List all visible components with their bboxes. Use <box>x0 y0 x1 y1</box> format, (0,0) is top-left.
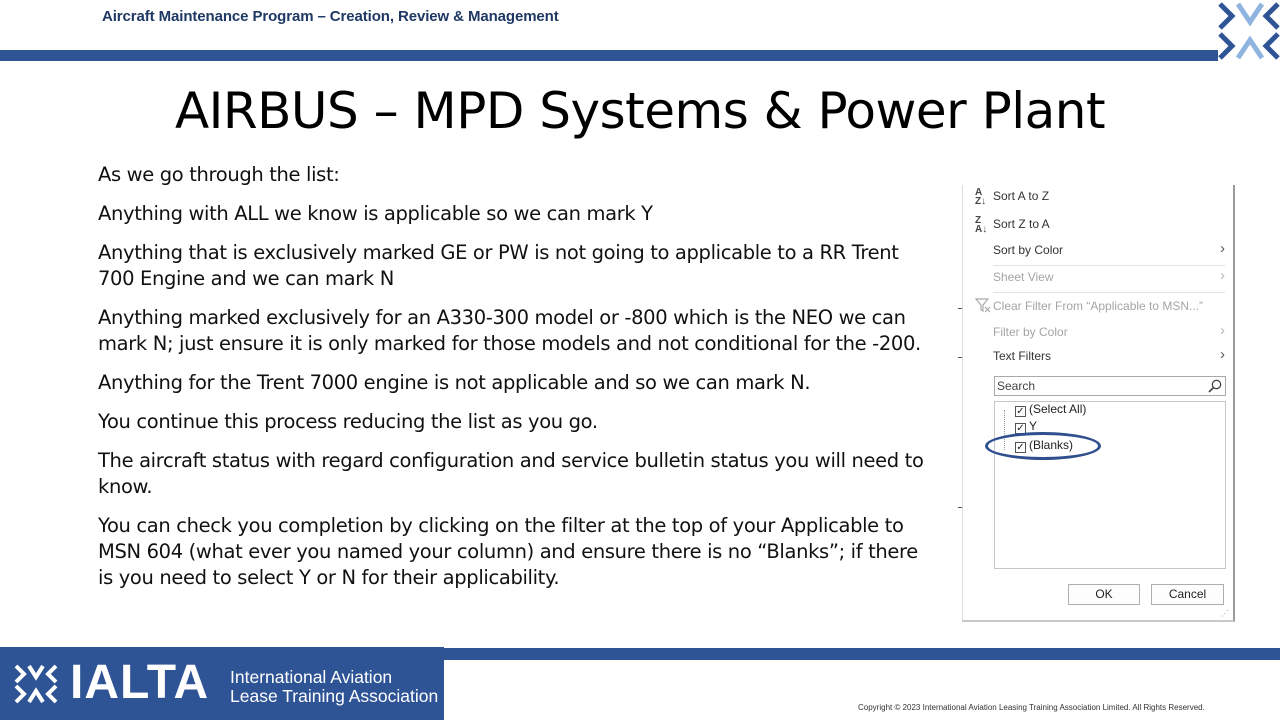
checkbox-checked-icon[interactable]: ✓ <box>1016 442 1025 453</box>
body-text <box>98 162 938 604</box>
paragraph: Anything with ALL we know is applicable so we can mark Y <box>98 202 653 225</box>
resize-grip-icon[interactable]: ⋰ <box>1221 609 1229 618</box>
paragraph: Anything marked exclusively for an A330-300 model or -800 which is the NEO we can mark N; just ensure it is only marked for those models and not conditional for the -200. <box>98 306 921 355</box>
paragraph: Anything for the Trent 7000 engine is not applicable and so we can mark N. <box>98 371 811 394</box>
sort-a-z-item[interactable]: Sort A to Z <box>993 189 1050 203</box>
paragraph: You continue this process reducing the list as you go. <box>98 410 598 433</box>
chevron-right-icon: › <box>1220 267 1225 284</box>
footer-bar <box>444 648 1280 660</box>
paragraph: As we go through the list: <box>98 163 340 186</box>
paragraph: Anything that is exclusively marked GE or PW is not going to applicable to a RR Trent 700 Engine and we can mark N <box>98 241 899 290</box>
cancel-button[interactable]: Cancel <box>1151 584 1224 605</box>
copyright-text: Copyright © 2023 International Aviation Leasing Training Association Limited. All Rights Reserved. <box>858 703 1205 712</box>
sort-a-z-icon: A Z↓ <box>975 187 987 207</box>
slide-title: AIRBUS – MPD Systems & Power Plant <box>174 82 1106 140</box>
sort-z-a-icon: Z A↓ <box>975 215 988 235</box>
filter-dropdown-panel <box>962 185 1235 622</box>
header-title: Aircraft Maintenance Program – Creation, Review & Management <box>102 8 559 25</box>
list-item[interactable]: ✓ (Select All) <box>1016 402 1087 417</box>
filter-values-list[interactable] <box>994 401 1226 569</box>
clear-filter-icon <box>975 297 991 313</box>
chevron-right-icon: › <box>1220 240 1225 257</box>
ok-button[interactable]: OK <box>1068 584 1140 605</box>
panel-border <box>962 185 963 620</box>
filter-by-color-item[interactable]: Filter by Color <box>993 325 1068 339</box>
text-filters-item[interactable]: Text Filters <box>993 349 1052 363</box>
menu-separator <box>993 292 1225 293</box>
list-item[interactable]: ✓ (Blanks) <box>1016 438 1074 453</box>
sheet-view-item[interactable]: Sheet View <box>993 270 1054 284</box>
search-input[interactable] <box>994 376 1226 396</box>
chevron-right-icon: › <box>1220 346 1225 363</box>
header-bar <box>0 50 1218 61</box>
chevron-right-icon: › <box>1220 322 1225 339</box>
sort-z-a-item[interactable]: Sort Z to A <box>993 217 1050 231</box>
ialta-logo-icon <box>1216 0 1280 62</box>
logo-subtitle: International Aviation Lease Training Association <box>230 667 439 706</box>
paragraph: You can check you completion by clicking on the filter at the top of your Applicable to MSN 604 (what ever you named your column) and ensure there is no “Blanks”; if there is you need to select Y or N for their applicability. <box>98 514 918 589</box>
checkbox-checked-icon[interactable]: ✓ <box>1016 423 1025 434</box>
sort-by-color-item[interactable]: Sort by Color <box>993 243 1064 257</box>
clear-filter-item[interactable]: Clear Filter From “Applicable to MSN...” <box>993 299 1204 313</box>
menu-separator <box>993 265 1225 266</box>
list-item[interactable]: ✓ Y <box>1016 419 1038 434</box>
paragraph: The aircraft status with regard configuration and service bulletin status you will need to know. <box>98 449 924 498</box>
logo-wordmark: IALTA <box>70 656 210 709</box>
checkbox-checked-icon[interactable]: ✓ <box>1016 406 1025 417</box>
ialta-mark-icon <box>14 663 58 705</box>
blanks-highlight-ellipse <box>985 432 1101 460</box>
search-icon <box>1208 379 1222 393</box>
footer-logo <box>0 647 444 720</box>
search-placeholder: Search <box>997 379 1036 393</box>
